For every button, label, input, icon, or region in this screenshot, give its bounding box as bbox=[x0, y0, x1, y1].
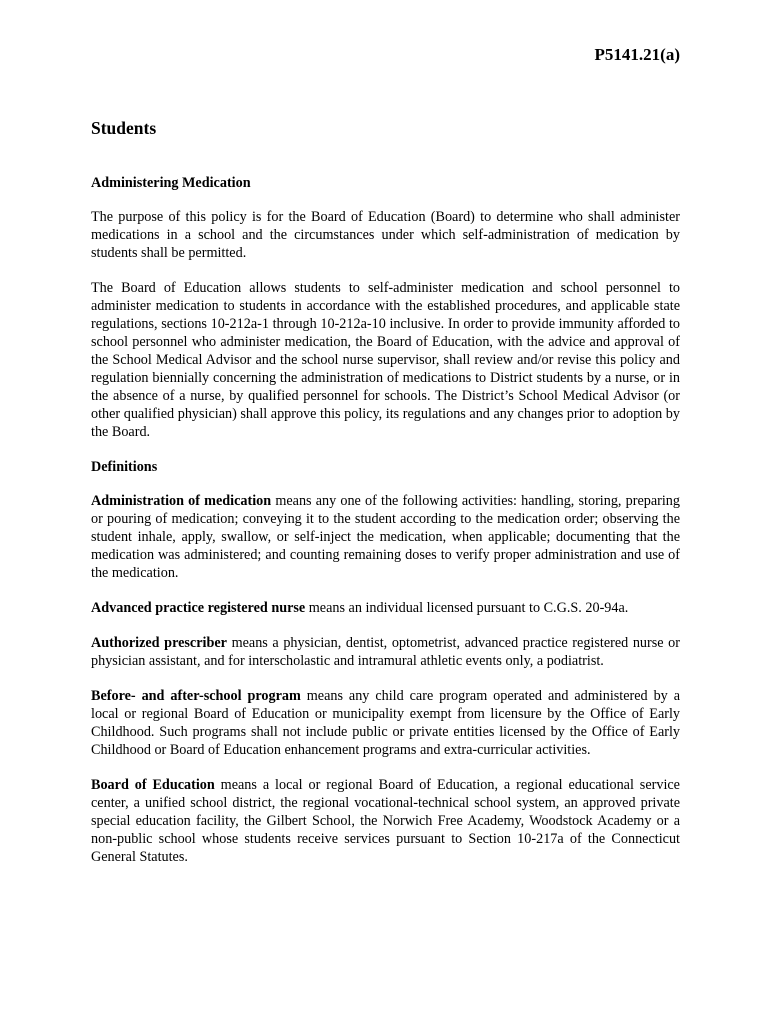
definition-term: Administration of medication bbox=[91, 493, 272, 509]
definition-before-after-school-program bbox=[91, 687, 680, 759]
intro-paragraph-purpose: The purpose of this policy is for the Board of Education (Board) to determine who shall administer medications in a school and the circumstances under which self-administration of medication by students shall be permitted. bbox=[91, 209, 680, 261]
policy-number: P5141.21(a) bbox=[594, 45, 680, 64]
intro-paragraph-authority: The Board of Education allows students to self-administer medication and school personnel to administer medication to students in accordance with the established procedures, and applicable state regulations, sections 10-212a-1 through 10-212a-10 inclusive. In order to provide immunity afforded to school personnel who administer medication, the Board of Education, with the advice and approval of the School Medical Advisor and the school nurse supervisor, shall review and/or revise this policy and regulation biennially concerning the administration of medications to District students by a nurse, or in the absence of a nurse, by qualified personnel for schools. The District’s School Medical Advisor (or other qualified physician) shall approve this policy, its regulations and any changes prior to adoption by the Board. bbox=[91, 280, 680, 440]
definition-term: Advanced practice registered nurse bbox=[91, 600, 306, 616]
document-body bbox=[91, 117, 680, 883]
definition-text: means a physician, dentist, optometrist, advanced practice registered nurse or physician assistant, and for interscholastic and intramural athletic events only, a podiatrist. bbox=[91, 635, 680, 669]
definitions-heading: Definitions bbox=[91, 459, 158, 475]
section-title: Students bbox=[91, 118, 157, 138]
definition-term: Authorized prescriber bbox=[91, 635, 227, 651]
definition-text: means a local or regional Board of Education, a regional educational service center, a unified school district, the regional vocational-technical school system, an approved private special education facility, the Gilbert School, the Norwich Free Academy, Woodstock Academy or a non-public school whose students receive services pursuant to Section 10-217a of the Connecticut General Statutes. bbox=[91, 777, 680, 865]
definition-term: Board of Education bbox=[91, 777, 215, 793]
definition-board-of-education bbox=[91, 776, 680, 866]
definition-authorized-prescriber bbox=[91, 634, 680, 670]
topic-title: Administering Medication bbox=[91, 175, 251, 191]
definition-text: means an individual licensed pursuant to C.G.S. 20-94a. bbox=[305, 600, 629, 616]
definition-administration-of-medication bbox=[91, 492, 680, 582]
definition-text: means any one of the following activities: handling, storing, preparing or pouring of medication; conveying it to the student according to the medication order; observing the student inhale, apply, swallow, or self-inject the medication, when applicable; documenting that the medication was administered; and counting remaining doses to verify proper administration and use of the medication. bbox=[91, 493, 680, 581]
definition-text: means any child care program operated and administered by a local or regional Board of Education or municipality exempt from licensure by the Office of Early Childhood. Such programs shall not include public or private entities licensed by the Office of Early Childhood or Board of Education enhancement programs and extra-curricular activities. bbox=[91, 688, 680, 758]
definition-advanced-practice-registered-nurse bbox=[91, 599, 680, 617]
definition-term: Before- and after-school program bbox=[91, 688, 301, 704]
